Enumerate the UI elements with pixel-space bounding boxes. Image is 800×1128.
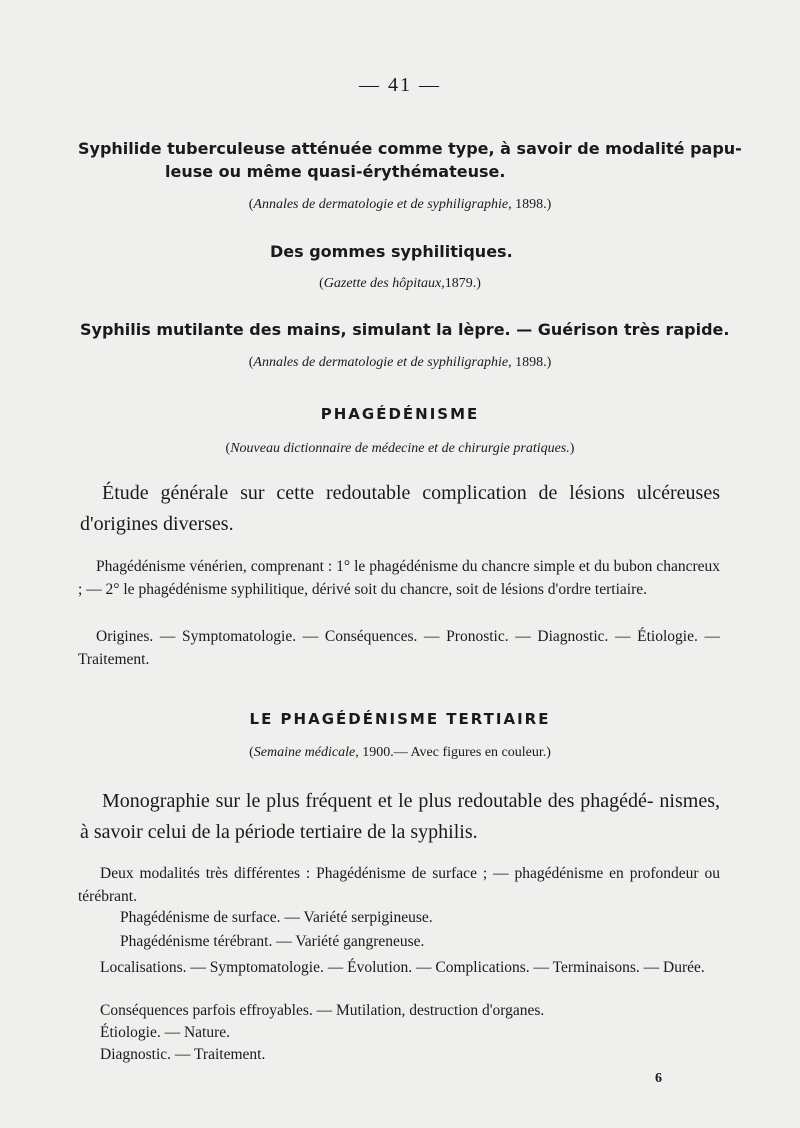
- bleed-through: [140, 118, 144, 135]
- detail-line: Étiologie. — Nature.: [100, 1024, 230, 1041]
- page-number: — 41 —: [359, 74, 441, 96]
- paragraph: Deux modalités très différentes : Phagédénisme de surface ; — phagédénisme en profondeur ou térébrant.: [78, 865, 720, 905]
- work-title-continued: leuse ou même quasi-érythémateuse.: [165, 162, 506, 181]
- citation-journal: Gazette des hôpitaux,: [323, 276, 445, 291]
- citation-journal: Annales de dermatologie et de syphiligraphie,: [253, 197, 512, 212]
- citation-journal: Annales de dermatologie et de syphiligraphie,: [253, 355, 512, 370]
- section-citation: (Semaine médicale, 1900.— Avec figures en couleur.): [249, 745, 551, 760]
- section-heading: LE PHAGÉDÉNISME TERTIAIRE: [249, 710, 551, 728]
- citation-detail: 1900.— Avec figures en couleur.: [362, 745, 547, 760]
- paragraph: Origines. — Symptomatologie. — Conséquences. — Pronostic. — Diagnostic. — Étiologie. — Traitement.: [78, 628, 720, 668]
- section-citation: (Nouveau dictionnaire de médecine et de chirurgie pratiques.): [225, 441, 575, 456]
- work-citation: (Gazette des hôpitaux,1879.): [319, 276, 481, 291]
- citation-journal: Semaine médicale,: [253, 745, 359, 760]
- section-heading: PHAGÉDÉNISME: [320, 405, 480, 423]
- work-title: Syphilis mutilante des mains, simulant la lèpre. — Guérison très rapide.: [80, 320, 730, 339]
- work-citation: (Annales de dermatologie et de syphiligraphie, 1898.): [248, 355, 552, 370]
- citation-year: 1898.: [515, 355, 547, 370]
- detail-line: Phagédénisme térébrant. — Variété gangreneuse.: [120, 933, 425, 950]
- work-citation: (Annales de dermatologie et de syphiligraphie, 1898.): [248, 197, 552, 212]
- section-lead: Étude générale sur cette redoutable complication de lésions ulcéreuses d'origines diverses.: [80, 482, 720, 535]
- citation-journal: Nouveau dictionnaire de médecine et de chirurgie pratiques.: [230, 441, 570, 456]
- detail-line: Phagédénisme de surface. — Variété serpigineuse.: [120, 909, 433, 926]
- section-lead: Monographie sur le plus fréquent et le plus redoutable des phagédé- nismes, à savoir celui de la période tertiaire de la syphilis.: [80, 790, 720, 843]
- detail-line: Conséquences parfois effroyables. — Mutilation, destruction d'organes.: [100, 1002, 545, 1019]
- citation-year: 1898.: [515, 197, 547, 212]
- detail-line: Diagnostic. — Traitement.: [100, 1046, 266, 1063]
- work-title: Des gommes syphilitiques.: [270, 242, 513, 261]
- work-title: Syphilide tuberculeuse atténuée comme type, à savoir de modalité papu-: [78, 139, 742, 158]
- citation-year: 1879.: [444, 276, 477, 291]
- paragraph: Phagédénisme vénérien, comprenant : 1° le phagédénisme du chancre simple et du bubon chancreux ; — 2° le phagédénisme syphilitique, dérivé soit du chancre, soit de lésions d'ordre tertiaire.: [78, 558, 720, 598]
- signature-mark: 6: [655, 1071, 662, 1086]
- paragraph: Localisations. — Symptomatologie. — Évolution. — Complications. — Terminaisons. — Durée.: [100, 959, 705, 976]
